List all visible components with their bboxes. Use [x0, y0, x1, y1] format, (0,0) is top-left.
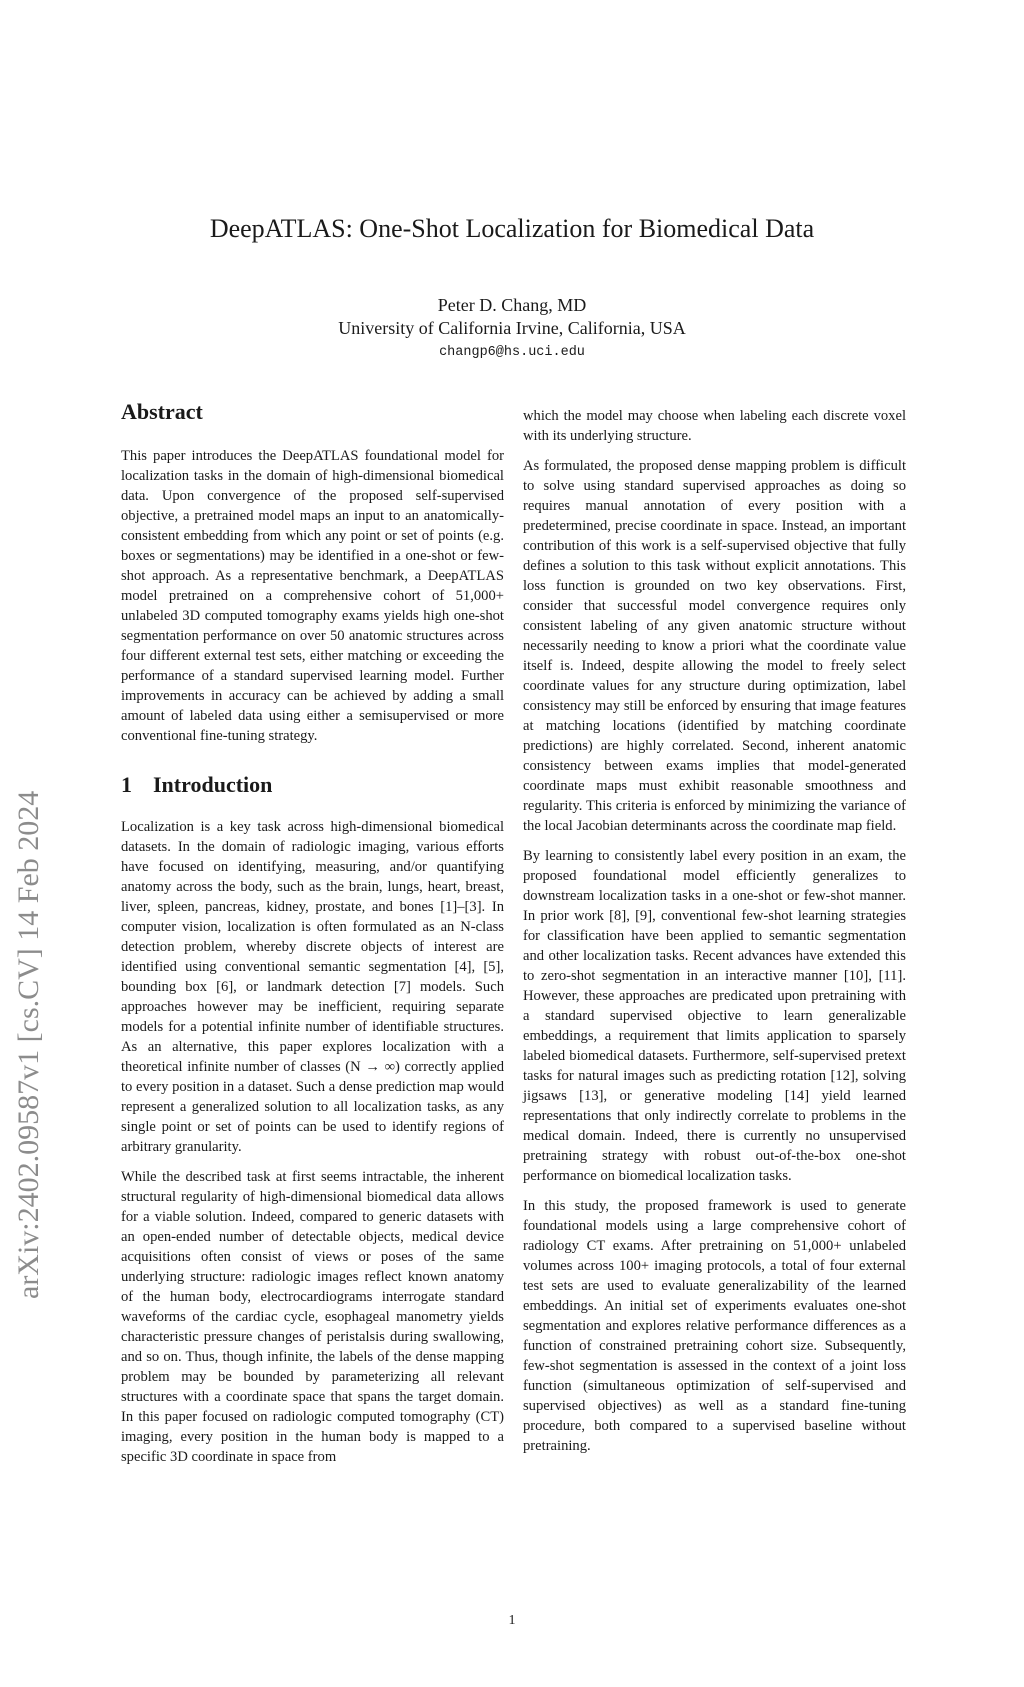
section-number: 1 [121, 772, 132, 797]
right-column [523, 406, 906, 1466]
author-name: Peter D. Chang, MD [437, 295, 587, 315]
paragraph: As formulated, the proposed dense mapping problem is difficult to solve using standard supervised approaches as doing so requires manual annotation of every position with a predetermined, precise coordinate in space. Instead, an important contribution of this work is a self-supervised objective that fully defines a solution to this task without explicit annotations. This loss function is grounded on two key observations. First, consider that successful model convergence requires only consistent labeling of any given anatomic structure without necessarily needing to know a priori what the coordinate value itself is. Indeed, despite allowing the model to freely select coordinate values for any structure during optimization, label consistency may still be enforced by ensuring that image features at matching locations (identified by matching coordinate predictions) are highly correlated. Second, inherent anatomic consistency between exams implies that model-generated coordinate maps must exhibit reasonable smoothness and regularity. This criteria is enforced by minimizing the variance of the local Jacobian determinants across the coordinate map field. [523, 458, 906, 834]
paragraph: While the described task at first seems intractable, the inherent structural regularity of high-dimensional biomedical data allows for a viable solution. Indeed, compared to generic datasets with an open-ended number of detectable objects, medical device acquisitions often consist of views or poses of the same underlying structure: radiologic images reflect known anatomy of the human body, electrocardiograms interrogate standard waveforms of the cardiac cycle, esophageal manometry yields characteristic pressure changes of peristalsis during swallowing, and so on. Thus, though infinite, the labels of the dense mapping problem may be bounded by parameterizing all relevant structures with a coordinate space that spans the target domain. In this paper focused on radiologic computed tomography (CT) imaging, every position in the human body is mapped to a specific 3D coordinate in space from [121, 1169, 504, 1465]
paragraph: In this study, the proposed framework is used to generate foundational models using a large comprehensive cohort of radiology CT exams. After pretraining on 51,000+ unlabeled volumes across 100+ imaging protocols, a total of four external test sets are used to evaluate generalizability of the learned embeddings. An initial set of experiments evaluates one-shot segmentation and explores relative performance differences as a function of constrained pretraining cohort size. Subsequently, few-shot segmentation is assessed in the context of a joint loss function (simultaneous optimization of self-supervised and supervised objectives) as well as a standard fine-tuning procedure, both compared to a supervised baseline without pretraining. [523, 1198, 906, 1454]
section-title: Introduction [153, 772, 273, 797]
abstract-text: This paper introduces the DeepATLAS foundational model for localization tasks in the domain of high-dimensional biomedical data. Upon convergence of the proposed self-supervised objective, a pretrained model maps an input to an anatomically-consistent embedding from which any point or set of points (e.g. boxes or segmentations) may be identified in a one-shot or few-shot approach. As a representative benchmark, a DeepATLAS model pretrained on a comprehensive cohort of 51,000+ unlabeled 3D computed tomography exams yields high one-shot segmentation performance on over 50 anatomic structures across four different external test sets, either matching or exceeding the performance of a standard supervised learning model. Further improvements in accuracy can be achieved by adding a small amount of labeled data using either a semisupervised or more conventional fine-tuning strategy. [121, 448, 504, 744]
arxiv-identifier: arXiv:2402.09587v1 [cs.CV] 14 Feb 2024 [12, 790, 45, 1299]
author-affiliation: University of California Irvine, California, USA [338, 318, 686, 338]
left-column [121, 398, 504, 1477]
paragraph: Localization is a key task across high-dimensional biomedical datasets. In the domain of radiologic imaging, various efforts have focused on identifying, measuring, and/or quantifying anatomy across the body, such as the brain, lungs, heart, breast, liver, spleen, pancreas, kidney, prostate, and bones [1]–[3]. In computer vision, localization is often formulated as an N-class detection problem, whereby discrete objects of interest are identified using conventional semantic segmentation [4], [5], bounding box [6], or landmark detection [7] models. Such approaches however may be inefficient, requiring separate models for a potential infinite number of identifiable structures. As an alternative, this paper explores localization with a theoretical infinite number of classes (N → ∞) correctly applied to every position in a dataset. Such a dense prediction map would represent a generalized solution to all localization tasks, as any single point or set of points can be used to identify regions of arbitrary granularity. [121, 819, 504, 1155]
paragraph: By learning to consistently label every position in an exam, the proposed foundational model efficiently generalizes to downstream localization tasks in a one-shot or few-shot manner. In prior work [8], [9], conventional few-shot learning strategies for classification have been applied to semantic segmentation and other localization tasks. Recent advances have extended this to zero-shot segmentation in an interactive manner [10], [11]. However, these approaches are predicated upon pretraining with a standard supervised objective to learn generalizable embeddings, a requirement that limits application to sparsely labeled biomedical datasets. Furthermore, self-supervised pretext tasks for natural images such as predicting rotation [12], solving jigsaws [13], or generative modeling [14] yield learned representations that only indirectly correlate to problems in the medical domain. Indeed, there is currently no unsupervised pretraining strategy with robust out-of-the-box one-shot performance on biomedical localization tasks. [523, 848, 906, 1184]
paragraph: which the model may choose when labeling each discrete voxel with its underlying structure. [523, 408, 906, 444]
abstract-heading: Abstract [121, 399, 203, 424]
paper-title: DeepATLAS: One-Shot Localization for Biomedical Data [209, 214, 815, 243]
author-email: changp6@hs.uci.edu [439, 345, 585, 360]
section-heading-introduction [121, 771, 504, 799]
page-number: 1 [508, 1613, 516, 1628]
